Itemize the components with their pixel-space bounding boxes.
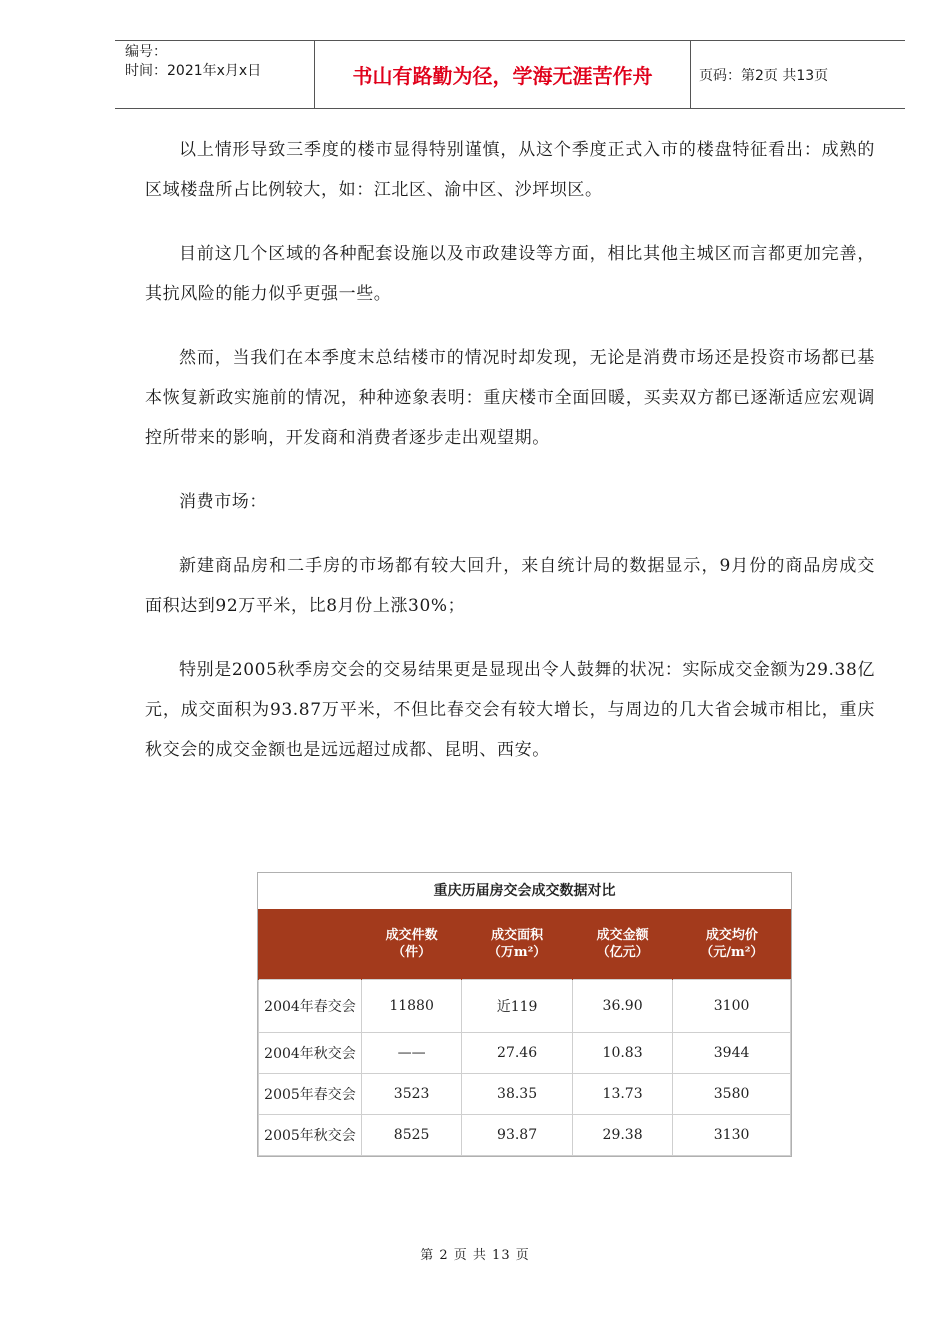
row-label: 2005年秋交会: [259, 1115, 362, 1156]
header-motto: 书山有路勤为径，学海无涯苦作舟: [315, 41, 691, 108]
number-label: 编号：: [125, 44, 167, 60]
header-cell-price: 成交均价 （元/m²）: [673, 909, 791, 980]
header-meta: [115, 41, 315, 108]
paragraph: 以上情形导致三季度的楼市显得特别谨慎，从这个季度正式入市的楼盘特征看出：成熟的区域楼盘所占比例较大，如：江北区、渝中区、沙坪坝区。: [145, 140, 875, 200]
table-cell: 10.83: [572, 1033, 672, 1074]
table-cell: 3944: [673, 1033, 791, 1074]
header-cell-area: 成交面积 （万m²）: [462, 909, 573, 980]
body-text: [145, 130, 875, 794]
header-cell: [259, 909, 362, 980]
table-row: [259, 980, 791, 1033]
time-label: 时间：2021年x月x日: [125, 63, 262, 79]
table-cell: 8525: [362, 1115, 462, 1156]
table-cell: 近119: [462, 980, 573, 1033]
table-cell: 11880: [362, 980, 462, 1033]
table-cell: 29.38: [572, 1115, 672, 1156]
paragraph: 特别是2005秋季房交会的交易结果更是显现出令人鼓舞的状况：实际成交金额为29.38亿元，成交面积为93.87万平米，不但比春交会有较大增长，与周边的几大省会城市相比，重庆秋交会的成交金额也是远远超过成都、昆明、西安。: [145, 660, 875, 760]
table-cell: 13.73: [572, 1074, 672, 1115]
row-label: 2004年春交会: [259, 980, 362, 1033]
paragraph: 然而，当我们在本季度末总结楼市的情况时却发现，无论是消费市场还是投资市场都已基本恢复新政实施前的情况，种种迹象表明：重庆楼市全面回暖，买卖双方都已逐渐适应宏观调控所带来的影响，开发商和消费者逐步走出观望期。: [145, 348, 875, 448]
table-cell: 36.90: [572, 980, 672, 1033]
table-row: [259, 1115, 791, 1156]
table-cell: 3100: [673, 980, 791, 1033]
data-table-figure: [257, 872, 792, 1157]
data-table: [258, 909, 791, 1156]
table-cell: 3523: [362, 1074, 462, 1115]
table-row: [259, 1033, 791, 1074]
paragraph: 目前这几个区域的各种配套设施以及市政建设等方面，相比其他主城区而言都更加完善，其抗风险的能力似乎更强一些。: [145, 244, 875, 304]
table-cell: 38.35: [462, 1074, 573, 1115]
table-row: [259, 1074, 791, 1115]
row-label: 2005年春交会: [259, 1074, 362, 1115]
table-cell: 27.46: [462, 1033, 573, 1074]
table-cell: 3580: [673, 1074, 791, 1115]
table-cell: 3130: [673, 1115, 791, 1156]
table-cell: ——: [362, 1033, 462, 1074]
page-footer: 第 2 页 共 13 页: [420, 1248, 530, 1263]
table-title: 重庆历届房交会成交数据对比: [433, 883, 616, 899]
table-cell: 93.87: [462, 1115, 573, 1156]
paragraph: 新建商品房和二手房的市场都有较大回升，来自统计局的数据显示，9月份的商品房成交面积达到92万平米，比8月份上涨30%；: [145, 556, 875, 616]
page-header: [115, 40, 905, 109]
row-label: 2004年秋交会: [259, 1033, 362, 1074]
header-cell-count: 成交件数 （件）: [362, 909, 462, 980]
header-cell-amount: 成交金额 （亿元）: [572, 909, 672, 980]
header-page-label: 页码：第2页 共13页: [699, 67, 829, 84]
table-header-row: [259, 909, 791, 980]
section-heading: 消费市场：: [179, 492, 267, 512]
